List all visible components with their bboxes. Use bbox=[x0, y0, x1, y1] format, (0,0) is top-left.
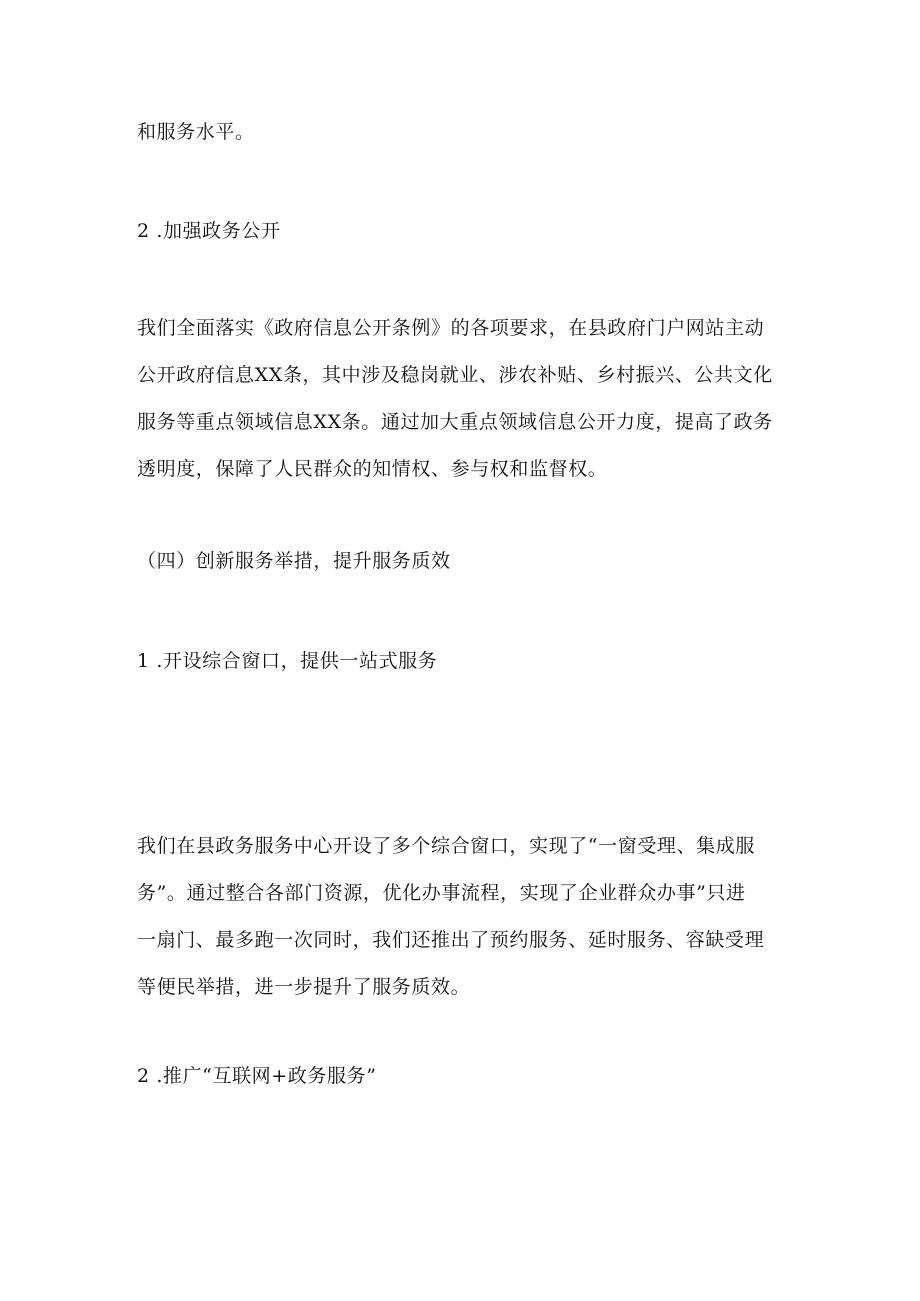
part-heading-innovate-services: （四）创新服务举措，提升服务质效 bbox=[137, 550, 451, 572]
continuation-text: 和服务水平。 bbox=[137, 121, 255, 143]
item-heading-internet-plus: 2 .推广“互联网+政务服务” bbox=[137, 1065, 377, 1087]
paragraph-line: 透明度，保障了人民群众的知情权、参与权和监督权。 bbox=[137, 458, 608, 480]
paragraph-line: 我们在县政务服务中心开设了多个综合窗口，实现了“一窗受理、集成服 bbox=[137, 835, 755, 857]
paragraph-line: 务”。通过整合各部门资源，优化办事流程，实现了企业群众办事”只进 bbox=[137, 882, 746, 904]
paragraph-openness bbox=[137, 305, 787, 493]
paragraph-line: 一扇门、最多跑一次同时，我们还推出了预约服务、延时服务、容缺受理 bbox=[137, 929, 765, 951]
paragraph-line: 我们全面落实《政府信息公开条例》的各项要求，在县政府门户网站主动 bbox=[137, 317, 765, 339]
item-heading-comprehensive-window: 1 .开设综合窗口，提供一站式服务 bbox=[137, 650, 438, 672]
paragraph-line: 等便民举措，进一步提升了服务质效。 bbox=[137, 976, 471, 998]
paragraph-line: 公开政府信息XX条，其中涉及稳岗就业、涉农补贴、乡村振兴、公共文化 bbox=[137, 364, 773, 386]
section-heading-strengthen-openness: 2 .加强政务公开 bbox=[137, 220, 281, 242]
paragraph-line: 服务等重点领域信息XX条。通过加大重点领域信息公开力度，提高了政务 bbox=[137, 411, 773, 433]
paragraph-comprehensive-window bbox=[137, 823, 787, 1011]
